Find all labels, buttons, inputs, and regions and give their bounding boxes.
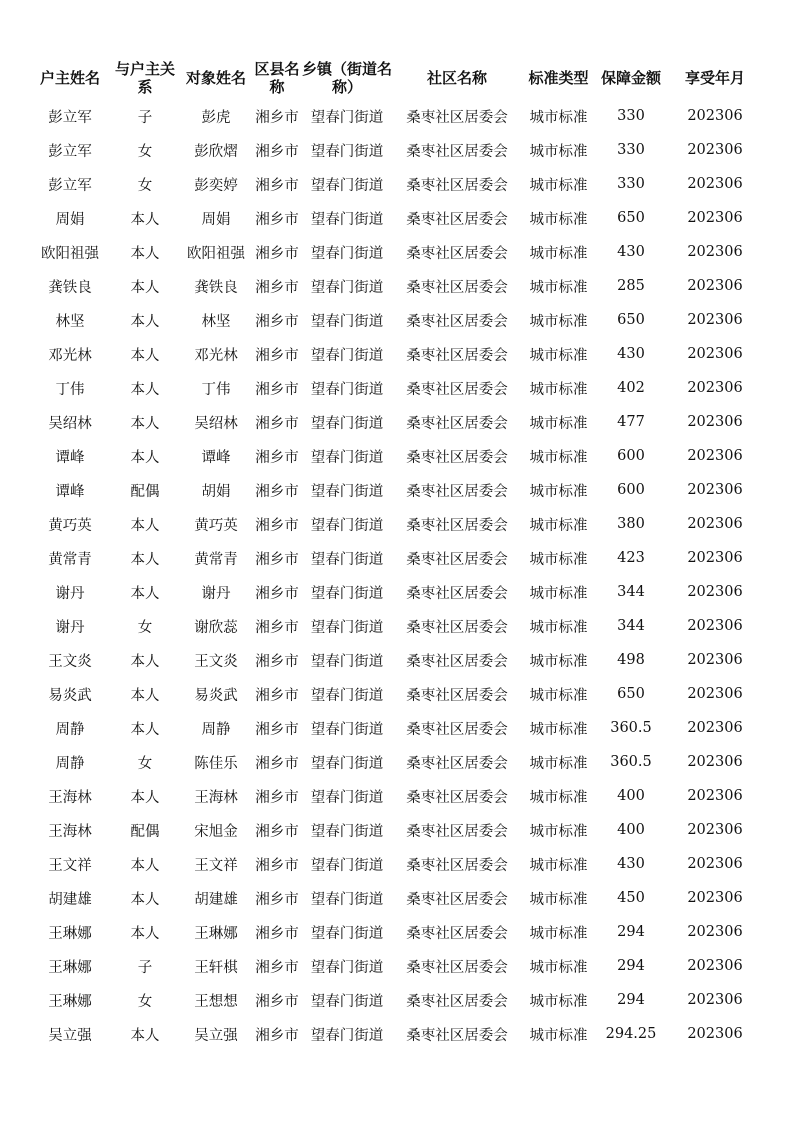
cell-county: 湘乡市: [255, 891, 299, 908]
cell-standard-type: 城市标准: [529, 279, 588, 296]
cell-town-street: 望春门街道: [310, 891, 384, 908]
cell-recipient-name: 林坚: [201, 313, 231, 330]
table-row: [30, 133, 763, 167]
cell-amount: 402: [617, 380, 645, 396]
cell-county: 湘乡市: [255, 517, 299, 534]
cell-community: 桑枣社区居委会: [406, 415, 508, 432]
cell-relationship: 本人: [130, 925, 160, 942]
cell-relationship: 本人: [130, 211, 160, 228]
cell-community: 桑枣社区居委会: [406, 245, 508, 262]
cell-amount: 477: [617, 414, 645, 430]
cell-household-head-name: 胡建雄: [48, 891, 92, 908]
table-row: [30, 1017, 763, 1051]
cell-standard-type: 城市标准: [529, 755, 588, 772]
cell-period: 202306: [687, 958, 743, 974]
header-period: 享受年月: [684, 69, 745, 87]
cell-relationship: 本人: [130, 245, 160, 262]
cell-county: 湘乡市: [255, 551, 299, 568]
cell-amount: 650: [617, 312, 645, 328]
cell-recipient-name: 王海林: [194, 789, 238, 806]
cell-amount: 294.25: [605, 1026, 657, 1042]
header-standard-type: 标准类型: [528, 69, 589, 87]
cell-town-street: 望春门街道: [310, 279, 384, 296]
cell-amount: 330: [617, 108, 645, 124]
cell-household-head-name: 王琳娜: [48, 959, 92, 976]
cell-county: 湘乡市: [255, 687, 299, 704]
cell-county: 湘乡市: [255, 449, 299, 466]
cell-amount: 294: [617, 924, 645, 940]
cell-relationship: 本人: [130, 653, 160, 670]
cell-recipient-name: 黄常青: [194, 551, 238, 568]
cell-recipient-name: 王轩棋: [194, 959, 238, 976]
cell-household-head-name: 王琳娜: [48, 925, 92, 942]
cell-town-street: 望春门街道: [310, 823, 384, 840]
cell-community: 桑枣社区居委会: [406, 925, 508, 942]
cell-relationship: 本人: [130, 891, 160, 908]
cell-amount: 360.5: [610, 720, 652, 736]
cell-standard-type: 城市标准: [529, 925, 588, 942]
cell-town-street: 望春门街道: [310, 959, 384, 976]
cell-town-street: 望春门街道: [310, 415, 384, 432]
cell-county: 湘乡市: [255, 823, 299, 840]
cell-amount: 498: [617, 652, 645, 668]
cell-standard-type: 城市标准: [529, 517, 588, 534]
cell-county: 湘乡市: [255, 245, 299, 262]
cell-standard-type: 城市标准: [529, 449, 588, 466]
cell-amount: 650: [617, 210, 645, 226]
cell-county: 湘乡市: [255, 755, 299, 772]
cell-community: 桑枣社区居委会: [406, 653, 508, 670]
header-row: [30, 57, 763, 99]
cell-period: 202306: [687, 482, 743, 498]
cell-relationship: 本人: [130, 585, 160, 602]
cell-period: 202306: [687, 380, 743, 396]
cell-town-street: 望春门街道: [310, 347, 384, 364]
cell-period: 202306: [687, 448, 743, 464]
table-header: [30, 57, 763, 99]
table-row: [30, 711, 763, 745]
cell-relationship: 本人: [130, 449, 160, 466]
cell-town-street: 望春门街道: [310, 789, 384, 806]
table-row: [30, 881, 763, 915]
cell-town-street: 望春门街道: [310, 755, 384, 772]
cell-amount: 344: [617, 584, 645, 600]
cell-standard-type: 城市标准: [529, 993, 588, 1010]
cell-relationship: 本人: [130, 347, 160, 364]
cell-county: 湘乡市: [255, 789, 299, 806]
cell-recipient-name: 陈佳乐: [194, 755, 238, 772]
cell-standard-type: 城市标准: [529, 687, 588, 704]
cell-recipient-name: 丁伟: [201, 381, 231, 398]
cell-community: 桑枣社区居委会: [406, 721, 508, 738]
table-row: [30, 609, 763, 643]
cell-county: 湘乡市: [255, 857, 299, 874]
cell-household-head-name: 欧阳祖强: [41, 245, 99, 262]
cell-period: 202306: [687, 550, 743, 566]
cell-period: 202306: [687, 210, 743, 226]
cell-community: 桑枣社区居委会: [406, 993, 508, 1010]
cell-amount: 360.5: [610, 754, 652, 770]
cell-period: 202306: [687, 414, 743, 430]
cell-recipient-name: 宋旭金: [194, 823, 238, 840]
cell-standard-type: 城市标准: [529, 857, 588, 874]
cell-relationship: 本人: [130, 721, 160, 738]
cell-amount: 430: [617, 856, 645, 872]
cell-period: 202306: [687, 890, 743, 906]
table-row: [30, 371, 763, 405]
cell-amount: 430: [617, 346, 645, 362]
cell-community: 桑枣社区居委会: [406, 143, 508, 160]
table-row: [30, 303, 763, 337]
cell-recipient-name: 谭峰: [201, 449, 231, 466]
header-amount: 保障金额: [600, 69, 661, 87]
cell-community: 桑枣社区居委会: [406, 687, 508, 704]
cell-town-street: 望春门街道: [310, 585, 384, 602]
cell-relationship: 本人: [130, 517, 160, 534]
cell-household-head-name: 谭峰: [55, 449, 85, 466]
table-row: [30, 99, 763, 133]
cell-standard-type: 城市标准: [529, 483, 588, 500]
cell-standard-type: 城市标准: [529, 585, 588, 602]
cell-recipient-name: 胡建雄: [194, 891, 238, 908]
cell-town-street: 望春门街道: [310, 109, 384, 126]
cell-standard-type: 城市标准: [529, 789, 588, 806]
cell-household-head-name: 周静: [55, 721, 85, 738]
cell-household-head-name: 王海林: [48, 789, 92, 806]
table-row: [30, 439, 763, 473]
cell-relationship: 配偶: [130, 823, 160, 840]
cell-town-street: 望春门街道: [310, 1027, 384, 1044]
cell-relationship: 女: [137, 143, 153, 160]
table-row: [30, 915, 763, 949]
cell-household-head-name: 谢丹: [55, 585, 85, 602]
cell-standard-type: 城市标准: [529, 1027, 588, 1044]
cell-recipient-name: 周静: [201, 721, 231, 738]
cell-amount: 330: [617, 176, 645, 192]
cell-county: 湘乡市: [255, 279, 299, 296]
cell-town-street: 望春门街道: [310, 925, 384, 942]
cell-period: 202306: [687, 346, 743, 362]
cell-period: 202306: [687, 176, 743, 192]
table-body: [30, 99, 763, 1051]
cell-relationship: 本人: [130, 279, 160, 296]
cell-amount: 294: [617, 992, 645, 1008]
cell-period: 202306: [687, 142, 743, 158]
cell-county: 湘乡市: [255, 313, 299, 330]
cell-period: 202306: [687, 584, 743, 600]
cell-period: 202306: [687, 1026, 743, 1042]
header-town-street: 乡镇（街道名称）: [302, 60, 393, 96]
table-row: [30, 575, 763, 609]
cell-household-head-name: 吴绍林: [48, 415, 92, 432]
cell-community: 桑枣社区居委会: [406, 823, 508, 840]
cell-county: 湘乡市: [255, 619, 299, 636]
cell-household-head-name: 王琳娜: [48, 993, 92, 1010]
cell-community: 桑枣社区居委会: [406, 109, 508, 126]
cell-relationship: 本人: [130, 381, 160, 398]
cell-standard-type: 城市标准: [529, 143, 588, 160]
cell-household-head-name: 易炎武: [48, 687, 92, 704]
cell-town-street: 望春门街道: [310, 449, 384, 466]
cell-household-head-name: 丁伟: [55, 381, 85, 398]
cell-standard-type: 城市标准: [529, 551, 588, 568]
cell-community: 桑枣社区居委会: [406, 585, 508, 602]
cell-community: 桑枣社区居委会: [406, 789, 508, 806]
header-county: 区县名称: [254, 60, 300, 96]
table-row: [30, 949, 763, 983]
table-row: [30, 847, 763, 881]
cell-amount: 400: [617, 788, 645, 804]
cell-period: 202306: [687, 108, 743, 124]
cell-amount: 450: [617, 890, 645, 906]
cell-recipient-name: 黄巧英: [194, 517, 238, 534]
cell-period: 202306: [687, 788, 743, 804]
cell-period: 202306: [687, 754, 743, 770]
cell-relationship: 子: [137, 109, 153, 126]
cell-community: 桑枣社区居委会: [406, 177, 508, 194]
table-row: [30, 167, 763, 201]
cell-standard-type: 城市标准: [529, 381, 588, 398]
cell-period: 202306: [687, 618, 743, 634]
cell-recipient-name: 吴绍林: [194, 415, 238, 432]
cell-county: 湘乡市: [255, 211, 299, 228]
cell-standard-type: 城市标准: [529, 619, 588, 636]
cell-household-head-name: 谢丹: [55, 619, 85, 636]
cell-relationship: 女: [137, 993, 153, 1010]
cell-community: 桑枣社区居委会: [406, 755, 508, 772]
cell-county: 湘乡市: [255, 925, 299, 942]
cell-period: 202306: [687, 856, 743, 872]
cell-recipient-name: 谢丹: [201, 585, 231, 602]
cell-community: 桑枣社区居委会: [406, 551, 508, 568]
cell-amount: 650: [617, 686, 645, 702]
cell-standard-type: 城市标准: [529, 891, 588, 908]
cell-community: 桑枣社区居委会: [406, 279, 508, 296]
cell-household-head-name: 林坚: [55, 313, 85, 330]
header-relationship: 与户主关系: [114, 60, 175, 96]
cell-period: 202306: [687, 992, 743, 1008]
cell-household-head-name: 彭立军: [48, 109, 92, 126]
cell-recipient-name: 王文祥: [194, 857, 238, 874]
cell-county: 湘乡市: [255, 483, 299, 500]
cell-town-street: 望春门街道: [310, 245, 384, 262]
cell-amount: 600: [617, 482, 645, 498]
cell-standard-type: 城市标准: [529, 823, 588, 840]
cell-relationship: 本人: [130, 857, 160, 874]
cell-county: 湘乡市: [255, 109, 299, 126]
cell-household-head-name: 龚铁良: [48, 279, 92, 296]
cell-county: 湘乡市: [255, 1027, 299, 1044]
table-row: [30, 813, 763, 847]
cell-period: 202306: [687, 822, 743, 838]
cell-town-street: 望春门街道: [310, 313, 384, 330]
subsidy-roster-table: [30, 57, 763, 1051]
header-household-head-name: 户主姓名: [39, 69, 100, 87]
cell-amount: 294: [617, 958, 645, 974]
table-row: [30, 541, 763, 575]
cell-county: 湘乡市: [255, 177, 299, 194]
table-row: [30, 235, 763, 269]
header-recipient-name: 对象姓名: [185, 69, 246, 87]
cell-town-street: 望春门街道: [310, 517, 384, 534]
cell-relationship: 本人: [130, 551, 160, 568]
cell-household-head-name: 王海林: [48, 823, 92, 840]
cell-recipient-name: 王琳娜: [194, 925, 238, 942]
table-row: [30, 337, 763, 371]
cell-recipient-name: 欧阳祖强: [187, 245, 245, 262]
cell-relationship: 本人: [130, 789, 160, 806]
cell-community: 桑枣社区居委会: [406, 857, 508, 874]
cell-relationship: 本人: [130, 313, 160, 330]
table-row: [30, 201, 763, 235]
cell-county: 湘乡市: [255, 415, 299, 432]
cell-town-street: 望春门街道: [310, 177, 384, 194]
table-row: [30, 983, 763, 1017]
table-row: [30, 507, 763, 541]
cell-amount: 430: [617, 244, 645, 260]
cell-recipient-name: 谢欣蕊: [194, 619, 238, 636]
cell-household-head-name: 吴立强: [48, 1027, 92, 1044]
cell-community: 桑枣社区居委会: [406, 211, 508, 228]
cell-town-street: 望春门街道: [310, 381, 384, 398]
cell-town-street: 望春门街道: [310, 143, 384, 160]
cell-community: 桑枣社区居委会: [406, 347, 508, 364]
cell-town-street: 望春门街道: [310, 993, 384, 1010]
cell-period: 202306: [687, 312, 743, 328]
cell-county: 湘乡市: [255, 959, 299, 976]
table-row: [30, 405, 763, 439]
cell-household-head-name: 王文炎: [48, 653, 92, 670]
cell-community: 桑枣社区居委会: [406, 891, 508, 908]
cell-recipient-name: 吴立强: [194, 1027, 238, 1044]
table-row: [30, 677, 763, 711]
cell-amount: 344: [617, 618, 645, 634]
cell-community: 桑枣社区居委会: [406, 1027, 508, 1044]
cell-standard-type: 城市标准: [529, 721, 588, 738]
cell-recipient-name: 邓光林: [194, 347, 238, 364]
cell-relationship: 本人: [130, 415, 160, 432]
cell-standard-type: 城市标准: [529, 109, 588, 126]
cell-standard-type: 城市标准: [529, 211, 588, 228]
cell-relationship: 女: [137, 619, 153, 636]
cell-relationship: 女: [137, 755, 153, 772]
cell-period: 202306: [687, 278, 743, 294]
cell-household-head-name: 邓光林: [48, 347, 92, 364]
cell-town-street: 望春门街道: [310, 211, 384, 228]
cell-county: 湘乡市: [255, 381, 299, 398]
cell-town-street: 望春门街道: [310, 721, 384, 738]
cell-community: 桑枣社区居委会: [406, 483, 508, 500]
cell-relationship: 本人: [130, 687, 160, 704]
cell-period: 202306: [687, 924, 743, 940]
cell-community: 桑枣社区居委会: [406, 449, 508, 466]
cell-household-head-name: 谭峰: [55, 483, 85, 500]
cell-standard-type: 城市标准: [529, 313, 588, 330]
cell-period: 202306: [687, 686, 743, 702]
cell-standard-type: 城市标准: [529, 959, 588, 976]
cell-recipient-name: 龚铁良: [194, 279, 238, 296]
cell-amount: 380: [617, 516, 645, 532]
cell-relationship: 本人: [130, 1027, 160, 1044]
cell-standard-type: 城市标准: [529, 653, 588, 670]
cell-county: 湘乡市: [255, 347, 299, 364]
cell-town-street: 望春门街道: [310, 857, 384, 874]
cell-household-head-name: 周娟: [55, 211, 85, 228]
cell-community: 桑枣社区居委会: [406, 381, 508, 398]
table-row: [30, 473, 763, 507]
cell-standard-type: 城市标准: [529, 177, 588, 194]
header-community: 社区名称: [426, 69, 487, 87]
cell-household-head-name: 彭立军: [48, 177, 92, 194]
cell-town-street: 望春门街道: [310, 551, 384, 568]
cell-amount: 285: [617, 278, 645, 294]
cell-recipient-name: 胡娟: [201, 483, 231, 500]
cell-amount: 330: [617, 142, 645, 158]
cell-recipient-name: 王想想: [194, 993, 238, 1010]
cell-community: 桑枣社区居委会: [406, 959, 508, 976]
table-row: [30, 643, 763, 677]
cell-county: 湘乡市: [255, 143, 299, 160]
cell-town-street: 望春门街道: [310, 483, 384, 500]
cell-standard-type: 城市标准: [529, 245, 588, 262]
table-row: [30, 269, 763, 303]
table-row: [30, 779, 763, 813]
cell-recipient-name: 彭欣熠: [194, 143, 238, 160]
cell-town-street: 望春门街道: [310, 619, 384, 636]
cell-standard-type: 城市标准: [529, 415, 588, 432]
cell-recipient-name: 彭虎: [201, 109, 231, 126]
cell-amount: 600: [617, 448, 645, 464]
cell-relationship: 配偶: [130, 483, 160, 500]
cell-period: 202306: [687, 720, 743, 736]
cell-relationship: 女: [137, 177, 153, 194]
cell-recipient-name: 彭奕婷: [194, 177, 238, 194]
cell-recipient-name: 易炎武: [194, 687, 238, 704]
cell-town-street: 望春门街道: [310, 653, 384, 670]
cell-county: 湘乡市: [255, 993, 299, 1010]
cell-recipient-name: 王文炎: [194, 653, 238, 670]
cell-community: 桑枣社区居委会: [406, 517, 508, 534]
cell-town-street: 望春门街道: [310, 687, 384, 704]
cell-household-head-name: 彭立军: [48, 143, 92, 160]
cell-relationship: 子: [137, 959, 153, 976]
cell-recipient-name: 周娟: [201, 211, 231, 228]
cell-amount: 400: [617, 822, 645, 838]
cell-household-head-name: 周静: [55, 755, 85, 772]
cell-standard-type: 城市标准: [529, 347, 588, 364]
cell-county: 湘乡市: [255, 653, 299, 670]
cell-county: 湘乡市: [255, 721, 299, 738]
cell-community: 桑枣社区居委会: [406, 313, 508, 330]
cell-community: 桑枣社区居委会: [406, 619, 508, 636]
cell-period: 202306: [687, 516, 743, 532]
cell-county: 湘乡市: [255, 585, 299, 602]
cell-amount: 423: [617, 550, 645, 566]
cell-household-head-name: 黄巧英: [48, 517, 92, 534]
cell-period: 202306: [687, 244, 743, 260]
cell-household-head-name: 黄常青: [48, 551, 92, 568]
cell-household-head-name: 王文祥: [48, 857, 92, 874]
cell-period: 202306: [687, 652, 743, 668]
table-row: [30, 745, 763, 779]
